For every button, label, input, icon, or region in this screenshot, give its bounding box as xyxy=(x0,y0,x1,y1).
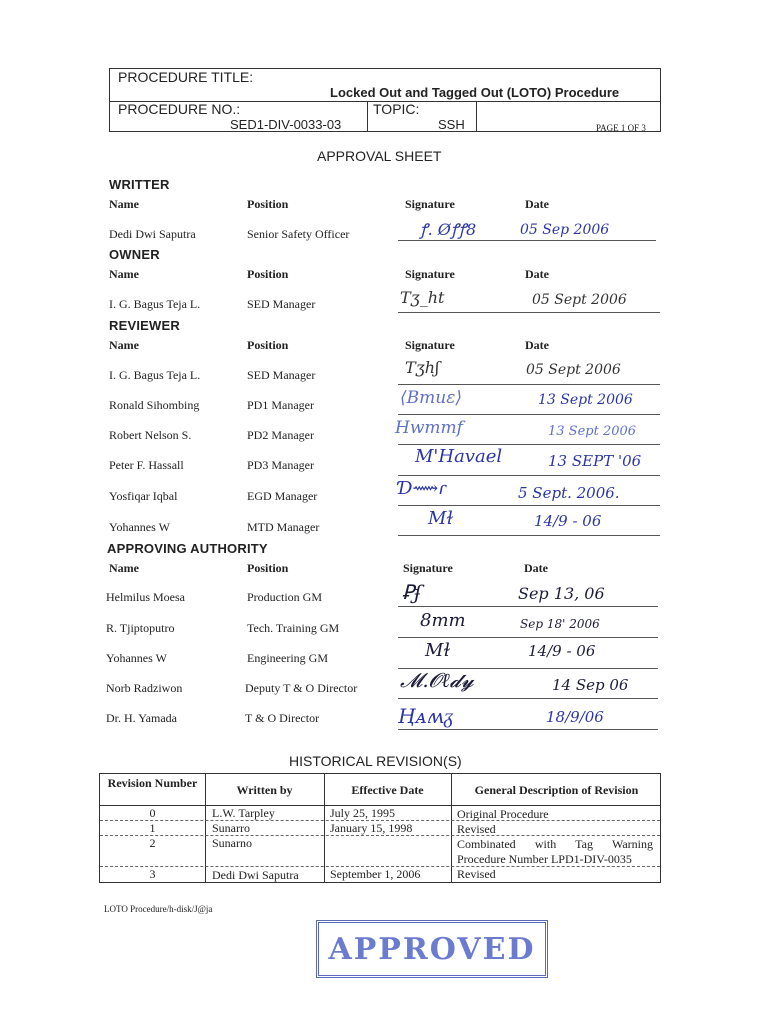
rev-written-by: L.W. Tarpley xyxy=(212,806,275,820)
reviewer-position: SED Manager xyxy=(247,368,316,382)
col-name: Name xyxy=(109,197,139,211)
col-name: Name xyxy=(109,267,139,281)
reviewer-name: Robert Nelson S. xyxy=(109,428,192,442)
reviewer-date: 14/9 - 06 xyxy=(534,512,602,530)
col-signature: Signature xyxy=(405,338,455,352)
writer-name: Dedi Dwi Saputra xyxy=(109,227,196,241)
rev-number: 1 xyxy=(149,821,156,835)
revision-title: HISTORICAL REVISION(S) xyxy=(289,753,462,769)
reviewer-date: 05 Sept 2006 xyxy=(526,362,621,378)
owner-date: 05 Sept 2006 xyxy=(532,292,627,308)
section-writer: WRITTER xyxy=(109,177,170,192)
owner-signature: Tʒ_ht xyxy=(400,288,445,307)
approver-signature: Ꝑʄ xyxy=(402,580,422,604)
approver-position: Engineering GM xyxy=(247,651,328,665)
approved-stamp: APPROVED xyxy=(316,920,548,978)
section-owner: OWNER xyxy=(109,247,160,262)
title-label: PROCEDURE TITLE: xyxy=(118,69,254,85)
reviewer-position: MTD Manager xyxy=(247,520,320,534)
procedure-title: Locked Out and Tagged Out (LOTO) Procedure xyxy=(330,85,620,100)
reviewer-name: I. G. Bagus Teja L. xyxy=(109,368,201,382)
rev-date: January 15, 1998 xyxy=(330,821,413,835)
reviewer-name: Yosfiqar Iqbal xyxy=(109,489,178,503)
reviewer-name: Ronald Sihombing xyxy=(109,398,200,412)
rev-header-date: Effective Date xyxy=(351,783,424,797)
col-date: Date xyxy=(524,561,548,575)
topic-label: TOPIC: xyxy=(373,101,420,117)
col-position: Position xyxy=(247,267,289,281)
approver-signature: Mɫ xyxy=(425,640,451,661)
reviewer-name: Peter F. Hassall xyxy=(109,458,184,472)
approver-name: Helmilus Moesa xyxy=(106,590,185,604)
col-signature: Signature xyxy=(405,197,455,211)
rev-header-number: Revision Number xyxy=(107,776,198,790)
col-date: Date xyxy=(525,197,549,211)
approver-name: Norb Radziwon xyxy=(106,681,183,695)
rev-header-description: General Description of Revision xyxy=(474,783,639,797)
rev-written-by: Sunarro xyxy=(212,821,250,835)
reviewer-signature: Ɗ⟿ɾ xyxy=(398,478,447,499)
approver-signature: 8mm xyxy=(420,610,466,631)
footer-path: LOTO Procedure/h-disk/J@ja xyxy=(104,904,213,914)
rev-date: September 1, 2006 xyxy=(330,867,421,881)
owner-name: I. G. Bagus Teja L. xyxy=(109,297,201,311)
rev-number: 2 xyxy=(149,836,156,850)
reviewer-date: 13 Sept 2006 xyxy=(548,424,637,439)
reviewer-position: EGD Manager xyxy=(247,489,318,503)
rev-date: July 25, 1995 xyxy=(330,806,396,820)
procedure-no-label: PROCEDURE NO.: xyxy=(118,101,241,117)
writer-date: 05 Sep 2006 xyxy=(520,222,610,238)
reviewer-signature: Tʒhʃ xyxy=(405,358,440,377)
approver-name: Yohannes W xyxy=(106,651,167,665)
rev-description: Revised xyxy=(457,822,496,836)
owner-position: SED Manager xyxy=(247,297,316,311)
col-position: Position xyxy=(247,561,289,575)
approver-position: Deputy T & O Director xyxy=(245,681,358,695)
rev-description: Combinated with Tag Warning Procedure Number LPD1-DIV-0035 xyxy=(457,837,653,866)
page-number: PAGE 1 OF 3 xyxy=(596,123,646,133)
topic-value: SSH xyxy=(438,117,465,132)
rev-written-by: Dedi Dwi Saputra xyxy=(212,868,299,882)
reviewer-date: 13 Sept 2006 xyxy=(538,392,633,408)
approver-position: Production GM xyxy=(247,590,322,604)
col-date: Date xyxy=(525,338,549,352)
approval-sheet-title: APPROVAL SHEET xyxy=(317,148,442,164)
rev-number: 3 xyxy=(149,867,156,881)
writer-position: Senior Safety Officer xyxy=(247,227,350,241)
col-name: Name xyxy=(109,338,139,352)
reviewer-date: 13 SEPT '06 xyxy=(548,452,642,470)
approver-signature: 𝓜.𝓞ℓ𝓭𝔂 xyxy=(400,668,474,692)
rev-number: 0 xyxy=(149,806,156,820)
col-signature: Signature xyxy=(403,561,453,575)
rev-header-written-by: Written by xyxy=(236,783,293,797)
reviewer-position: PD3 Manager xyxy=(247,458,314,472)
col-date: Date xyxy=(525,267,549,281)
approver-date: 14/9 - 06 xyxy=(528,642,596,660)
approver-name: Dr. H. Yamada xyxy=(106,711,177,725)
rev-written-by: Sunarno xyxy=(212,836,252,850)
col-position: Position xyxy=(247,338,289,352)
col-signature: Signature xyxy=(405,267,455,281)
approver-name: R. Tjiptoputro xyxy=(106,621,175,635)
revision-table xyxy=(99,773,661,883)
reviewer-name: Yohannes W xyxy=(109,520,170,534)
approver-signature: Ⱨᴀʍᵹ xyxy=(398,704,454,728)
section-reviewer: REVIEWER xyxy=(109,318,180,333)
reviewer-date: 5 Sept. 2006. xyxy=(518,484,620,502)
procedure-no: SED1-DIV-0033-03 xyxy=(230,117,342,132)
reviewer-signature: Mɫ xyxy=(428,508,454,529)
approver-date: Sep 13, 06 xyxy=(518,584,605,603)
col-position: Position xyxy=(247,197,289,211)
rev-description: Original Procedure xyxy=(457,807,549,821)
reviewer-signature: ⟨Bmuɛ⟩ xyxy=(400,388,462,408)
approver-date: 14 Sep 06 xyxy=(552,676,629,694)
approver-position: T & O Director xyxy=(245,711,320,725)
approver-position: Tech. Training GM xyxy=(247,621,340,635)
rev-description: Revised xyxy=(457,867,496,881)
writer-signature: ꝭ. Øꝭꝭ8 xyxy=(420,220,477,239)
reviewer-position: PD1 Manager xyxy=(247,398,314,412)
approver-date: 18/9/06 xyxy=(546,708,604,726)
approver-date: Sep 18' 2006 xyxy=(520,617,600,631)
reviewer-position: PD2 Manager xyxy=(247,428,314,442)
reviewer-signature: M'Havael xyxy=(415,446,503,467)
col-name: Name xyxy=(109,561,139,575)
section-approving-authority: APPROVING AUTHORITY xyxy=(107,541,268,556)
procedure-header xyxy=(109,68,661,132)
reviewer-signature: Hwmmf xyxy=(395,418,463,438)
